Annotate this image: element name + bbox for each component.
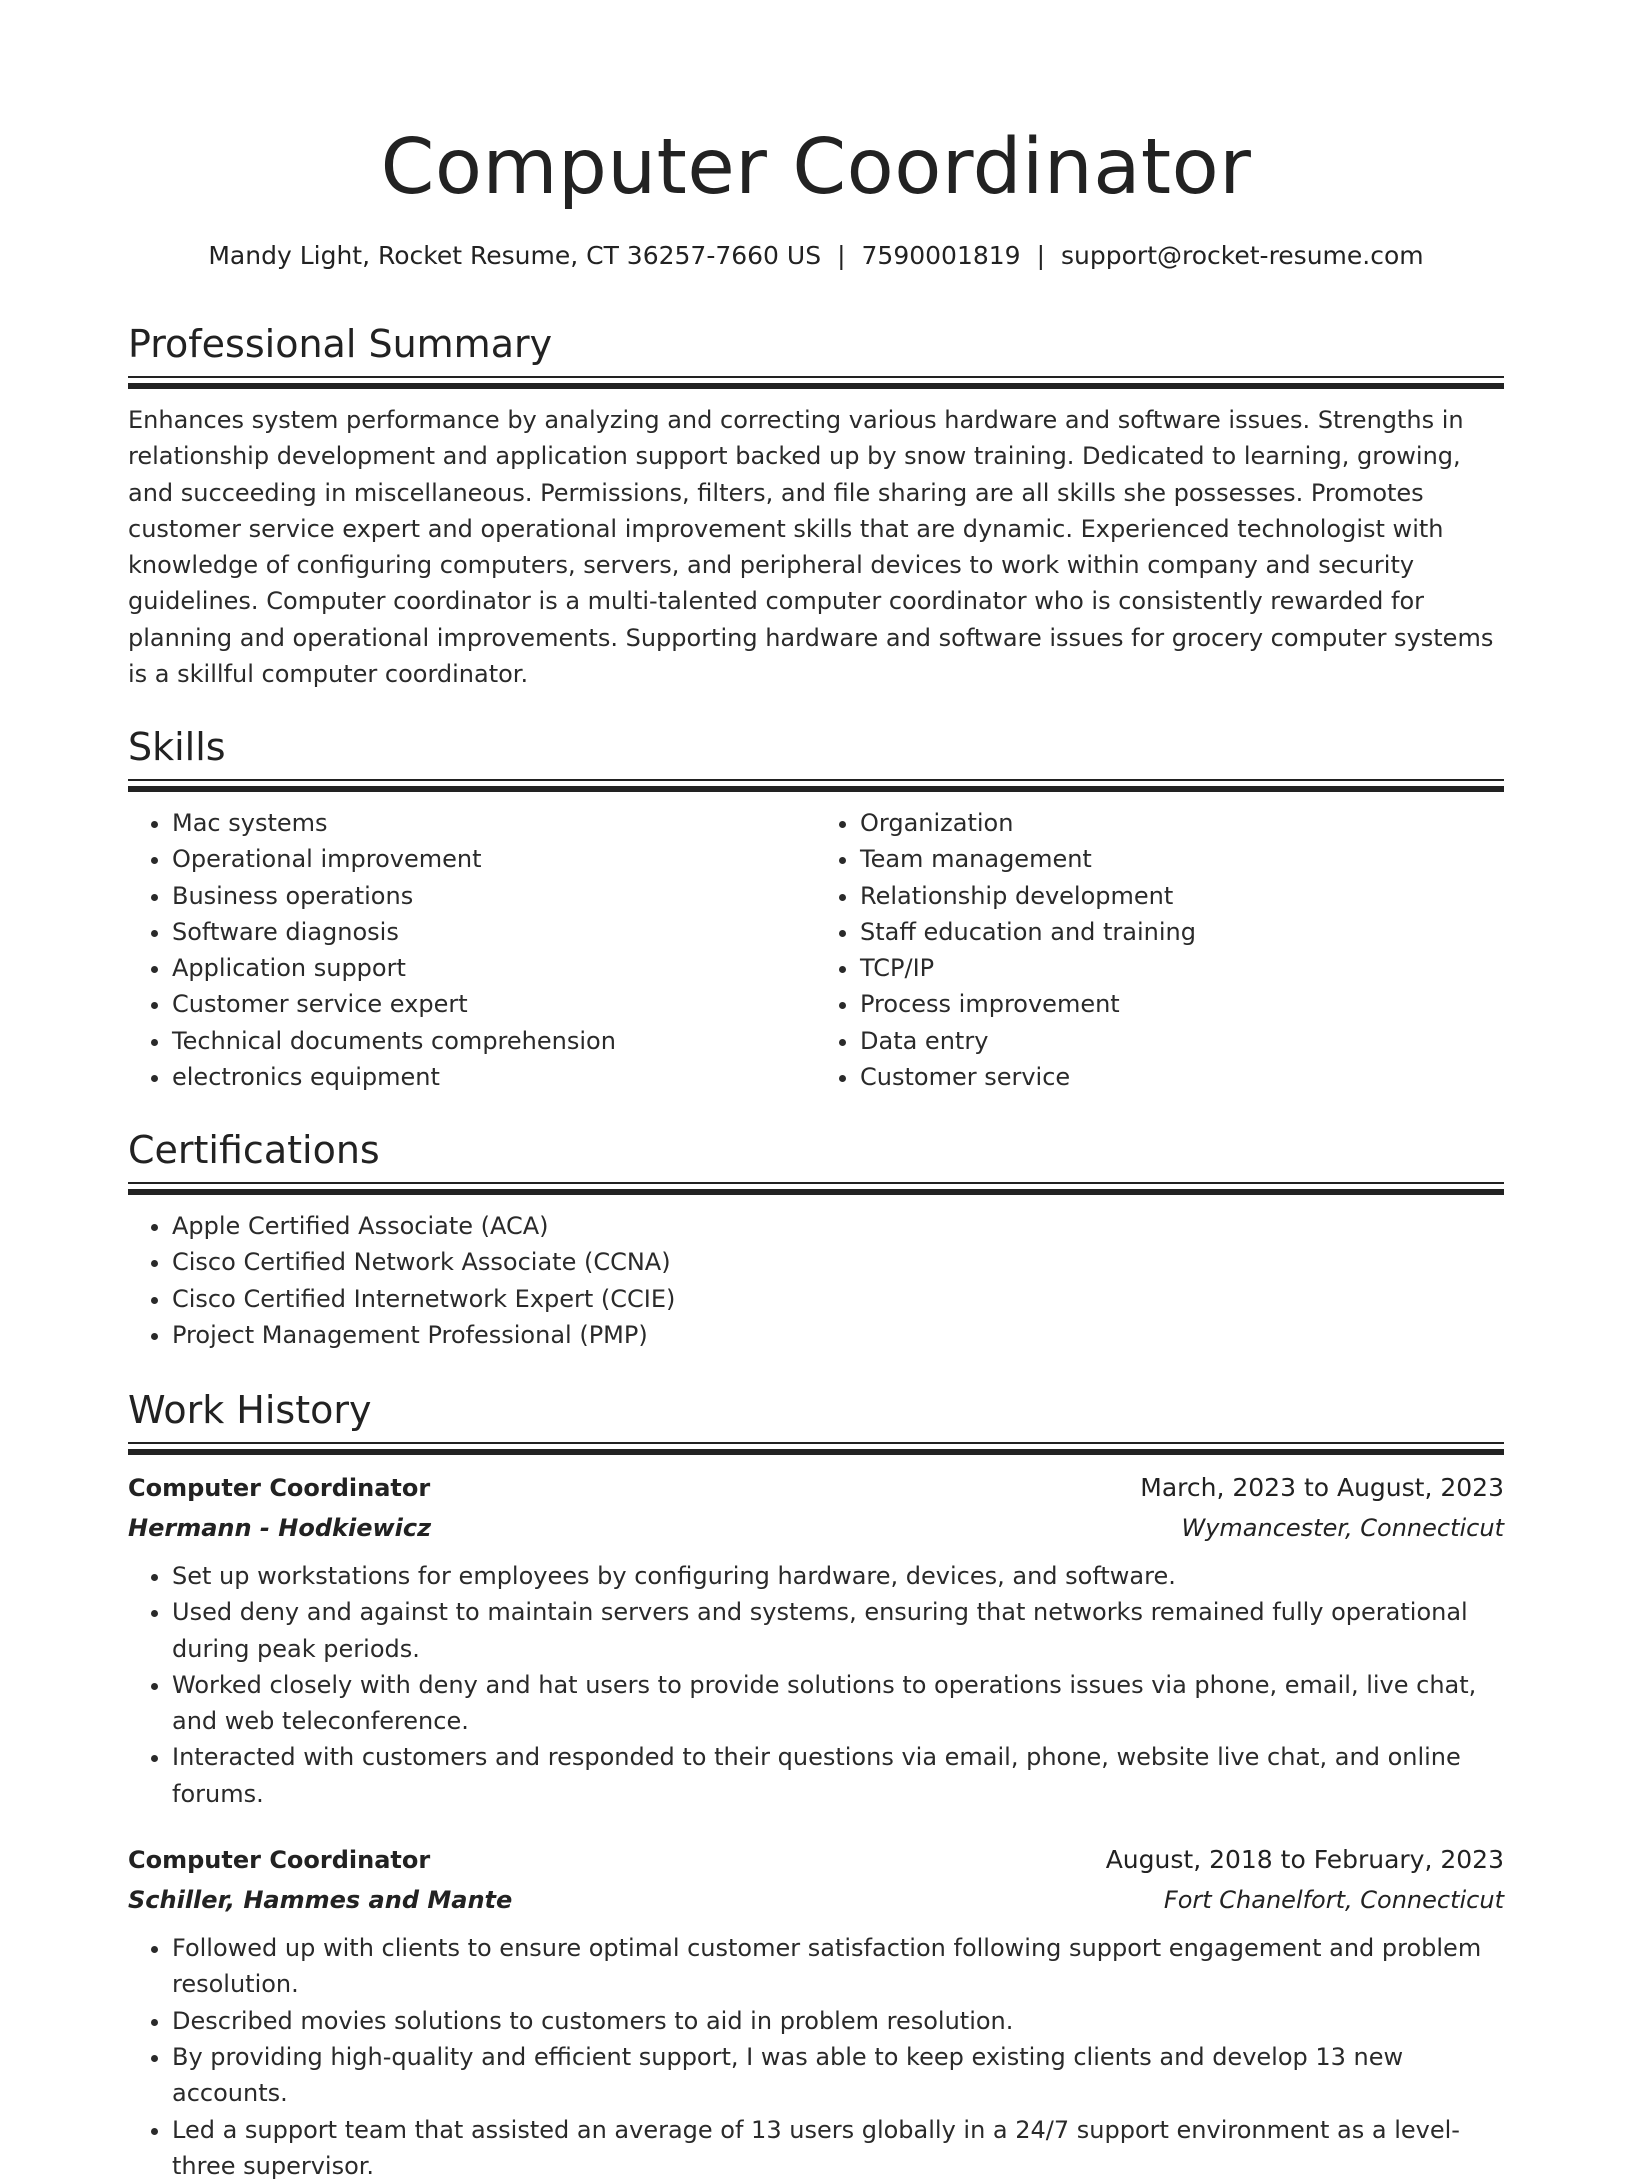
job-subheader: [128, 1508, 1504, 1548]
section-divider: [128, 779, 1504, 793]
job-header: [128, 1840, 1504, 1880]
job-duty-item: • Followed up with clients to ensure optimal customer satisfaction following support engagement and problem resolution.: [172, 1930, 1504, 2003]
section-divider: [128, 1442, 1504, 1456]
skill-item: • Organization: [860, 805, 1504, 841]
skill-item: • Operational improvement: [172, 841, 816, 877]
summary-section: [128, 318, 1504, 692]
skill-item: • Technical documents comprehension: [172, 1023, 816, 1059]
certifications-list: [128, 1208, 1504, 1353]
job-duty-item: • Used deny and against to maintain servers and systems, ensuring that networks remained fully operational during peak periods.: [172, 1594, 1504, 1667]
section-divider: [128, 376, 1504, 390]
job-title: Computer Coordinator: [128, 1474, 431, 1502]
certification-item: • Cisco Certified Network Associate (CCNA): [172, 1244, 1504, 1280]
job-location: Fort Chanelfort, Connecticut: [1163, 1886, 1504, 1915]
skill-item: • Process improvement: [860, 986, 1504, 1022]
summary-heading: Professional Summary: [128, 322, 553, 366]
skill-item: • Relationship development: [860, 878, 1504, 914]
contact-email: support@rocket-resume.com: [1061, 241, 1424, 270]
contact-address: Mandy Light, Rocket Resume, CT 36257-7660 US: [208, 241, 822, 270]
skills-section: [128, 721, 1504, 1095]
skill-item: • Customer service: [860, 1059, 1504, 1095]
skill-item: • Mac systems: [172, 805, 816, 841]
job-duties-list: [128, 1930, 1504, 2184]
skills-list-left: [128, 805, 816, 1095]
job-entry: [128, 1840, 1504, 2184]
job-duty-item: • Led a support team that assisted an average of 13 users globally in a 24/7 support environment as a level-three supervisor.: [172, 2112, 1504, 2184]
contact-line: [128, 238, 1504, 274]
skills-list-right: [816, 805, 1504, 1095]
skill-item: • TCP/IP: [860, 950, 1504, 986]
certification-item: • Project Management Professional (PMP): [172, 1317, 1504, 1353]
skill-item: • Customer service expert: [172, 986, 816, 1022]
job-company: Schiller, Hammes and Mante: [128, 1886, 513, 1915]
skills-columns: [128, 805, 1504, 1095]
work-history-section: [128, 1384, 1504, 2184]
job-header: [128, 1468, 1504, 1508]
skill-item: • Staff education and training: [860, 914, 1504, 950]
job-duty-item: • Set up workstations for employees by configuring hardware, devices, and software.: [172, 1558, 1504, 1594]
skill-item: • Team management: [860, 841, 1504, 877]
job-duty-item: • Worked closely with deny and hat users to provide solutions to operations issues via phone, email, live chat, and web teleconference.: [172, 1667, 1504, 1740]
job-duty-item: • By providing high-quality and efficient support, I was able to keep existing clients and develop 13 new accounts.: [172, 2039, 1504, 2112]
contact-separator: |: [1036, 241, 1046, 270]
job-location: Wymancester, Connecticut: [1181, 1514, 1504, 1542]
job-title: Computer Coordinator: [128, 1846, 431, 1875]
section-divider: [128, 1182, 1504, 1196]
summary-text: Enhances system performance by analyzing and correcting various hardware and software issues. Strengths in relationship development and application support backed up by snow training. Dedicated to learning, growing, and succeeding in miscellaneous. Permissions, filters, and file sharing are all skills she possesses. Promotes customer service expert and operational improvement skills that are dynamic. Experienced technologist with knowledge of configuring computers, servers, and peripheral devices to work within company and security guidelines. Computer coordinator is a multi-talented computer coordinator who is consistently rewarded for planning and operational improvements. Supporting hardware and software issues for grocery computer systems is a skillful computer coordinator.: [128, 406, 1494, 689]
skill-item: • Application support: [172, 950, 816, 986]
job-dates: March, 2023 to August, 2023: [1140, 1473, 1504, 1502]
certification-item: • Apple Certified Associate (ACA): [172, 1208, 1504, 1244]
job-dates: August, 2018 to February, 2023: [1105, 1845, 1504, 1875]
skills-heading: Skills: [128, 725, 226, 769]
contact-separator: |: [837, 241, 846, 270]
resume-title: Computer Coordinator: [380, 123, 1252, 212]
job-company: Hermann - Hodkiewicz: [128, 1514, 432, 1542]
skill-item: • Business operations: [172, 878, 816, 914]
job-subheader: [128, 1880, 1504, 1920]
job-duty-item: • Described movies solutions to customers to aid in problem resolution.: [172, 2003, 1504, 2039]
certifications-section: [128, 1124, 1504, 1353]
skill-item: • Software diagnosis: [172, 914, 816, 950]
work-history-heading: Work History: [128, 1388, 372, 1432]
job-entry: [128, 1468, 1504, 1812]
job-duty-item: • Interacted with customers and responded to their questions via email, phone, website live chat, and online forums.: [172, 1739, 1504, 1812]
skill-item: • Data entry: [860, 1023, 1504, 1059]
certifications-heading: Certifications: [128, 1128, 380, 1172]
contact-phone: 7590001819: [861, 241, 1021, 270]
certification-item: • Cisco Certified Internetwork Expert (CCIE): [172, 1281, 1504, 1317]
skill-item: • electronics equipment: [172, 1059, 816, 1095]
job-duties-list: [128, 1558, 1504, 1812]
